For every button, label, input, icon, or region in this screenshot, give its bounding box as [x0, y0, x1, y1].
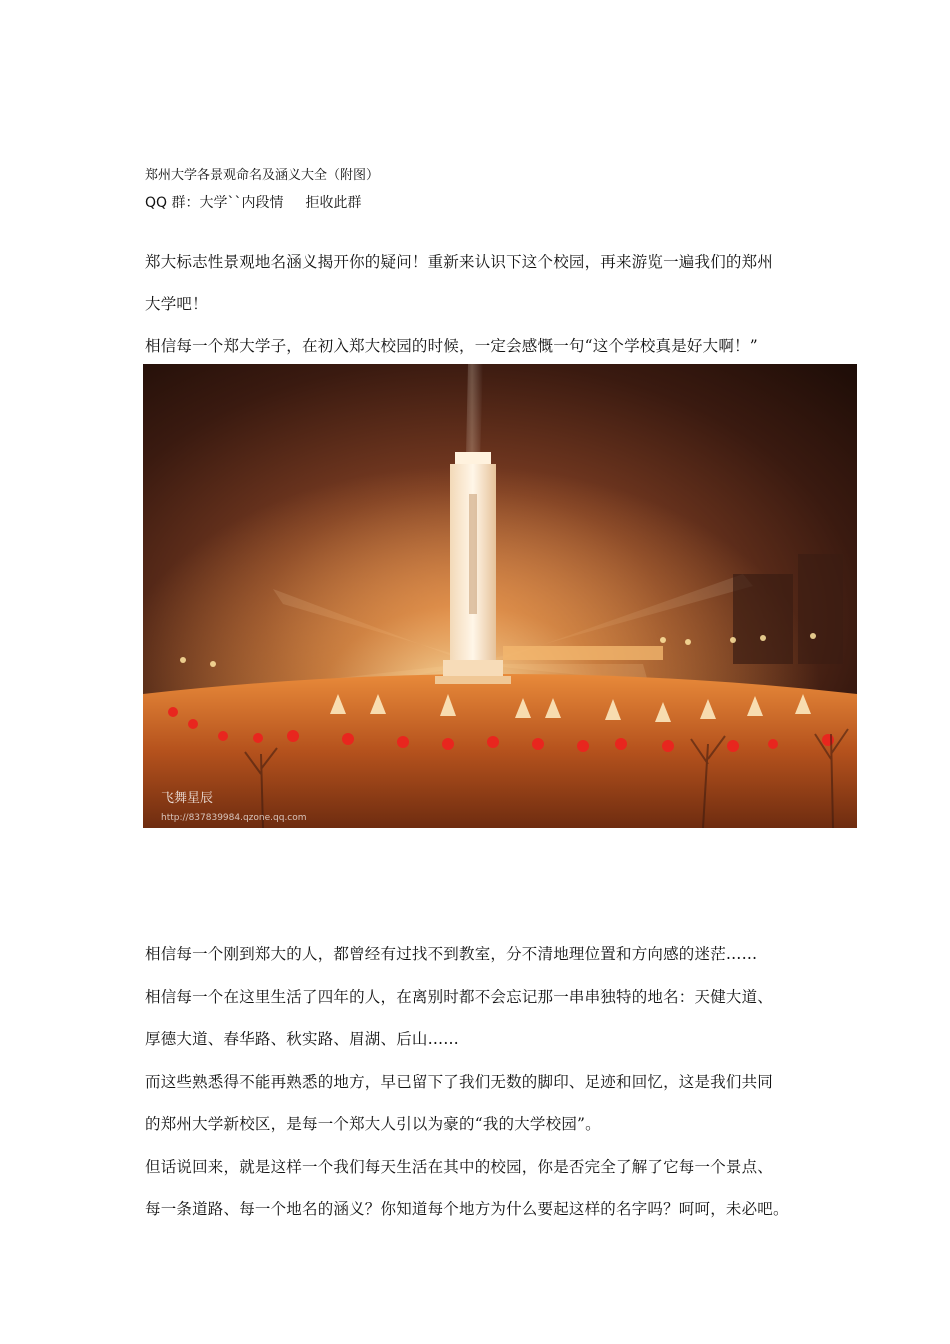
- paragraph-line: 大学吧！: [145, 295, 208, 313]
- paragraph-line: 但话说回来，就是这样一个我们每天生活在其中的校园，你是否完全了解了它每一个景点、: [145, 1158, 774, 1176]
- photo-watermark: 飞舞星辰: [161, 791, 214, 806]
- paragraph-line: 郑大标志性景观地名涵义揭开你的疑问！重新来认识下这个校园，再来游览一遍我们的郑州: [145, 253, 774, 271]
- paragraph-line: 相信每一个刚到郑大的人，都曾经有过找不到教室，分不清地理位置和方向感的迷茫……: [145, 945, 758, 963]
- campus-tower-photo: [143, 364, 857, 828]
- paragraph-line: 而这些熟悉得不能再熟悉的地方，早已留下了我们无数的脚印、足迹和回忆，这是我们共同: [145, 1073, 774, 1091]
- paragraph-line: 相信每一个在这里生活了四年的人，在离别时都不会忘记那一串串独特的地名：天健大道、: [145, 988, 774, 1006]
- paragraph-line: 每一条道路、每一个地名的涵义？你知道每个地方为什么要起这样的名字吗？呵呵，未必吧。: [145, 1200, 789, 1218]
- paragraph-line: 的郑州大学新校区，是每一个郑大人引以为豪的“我的大学校园”。: [145, 1115, 601, 1133]
- paragraph-line: 厚德大道、春华路、秋实路、眉湖、后山……: [145, 1030, 460, 1048]
- reject-group-link[interactable]: 拒收此群: [305, 195, 362, 211]
- document-title: 郑州大学各景观命名及涵义大全（附图）: [145, 168, 380, 183]
- qq-group-label: QQ 群：大学``内段情: [145, 195, 284, 211]
- paragraph-line: 相信每一个郑大学子，在初入郑大校园的时候，一定会感慨一句“这个学校真是好大啊！”: [145, 337, 758, 355]
- qq-group-line: [145, 192, 362, 212]
- photo-watermark-url: http://837839984.qzone.qq.com: [161, 813, 307, 823]
